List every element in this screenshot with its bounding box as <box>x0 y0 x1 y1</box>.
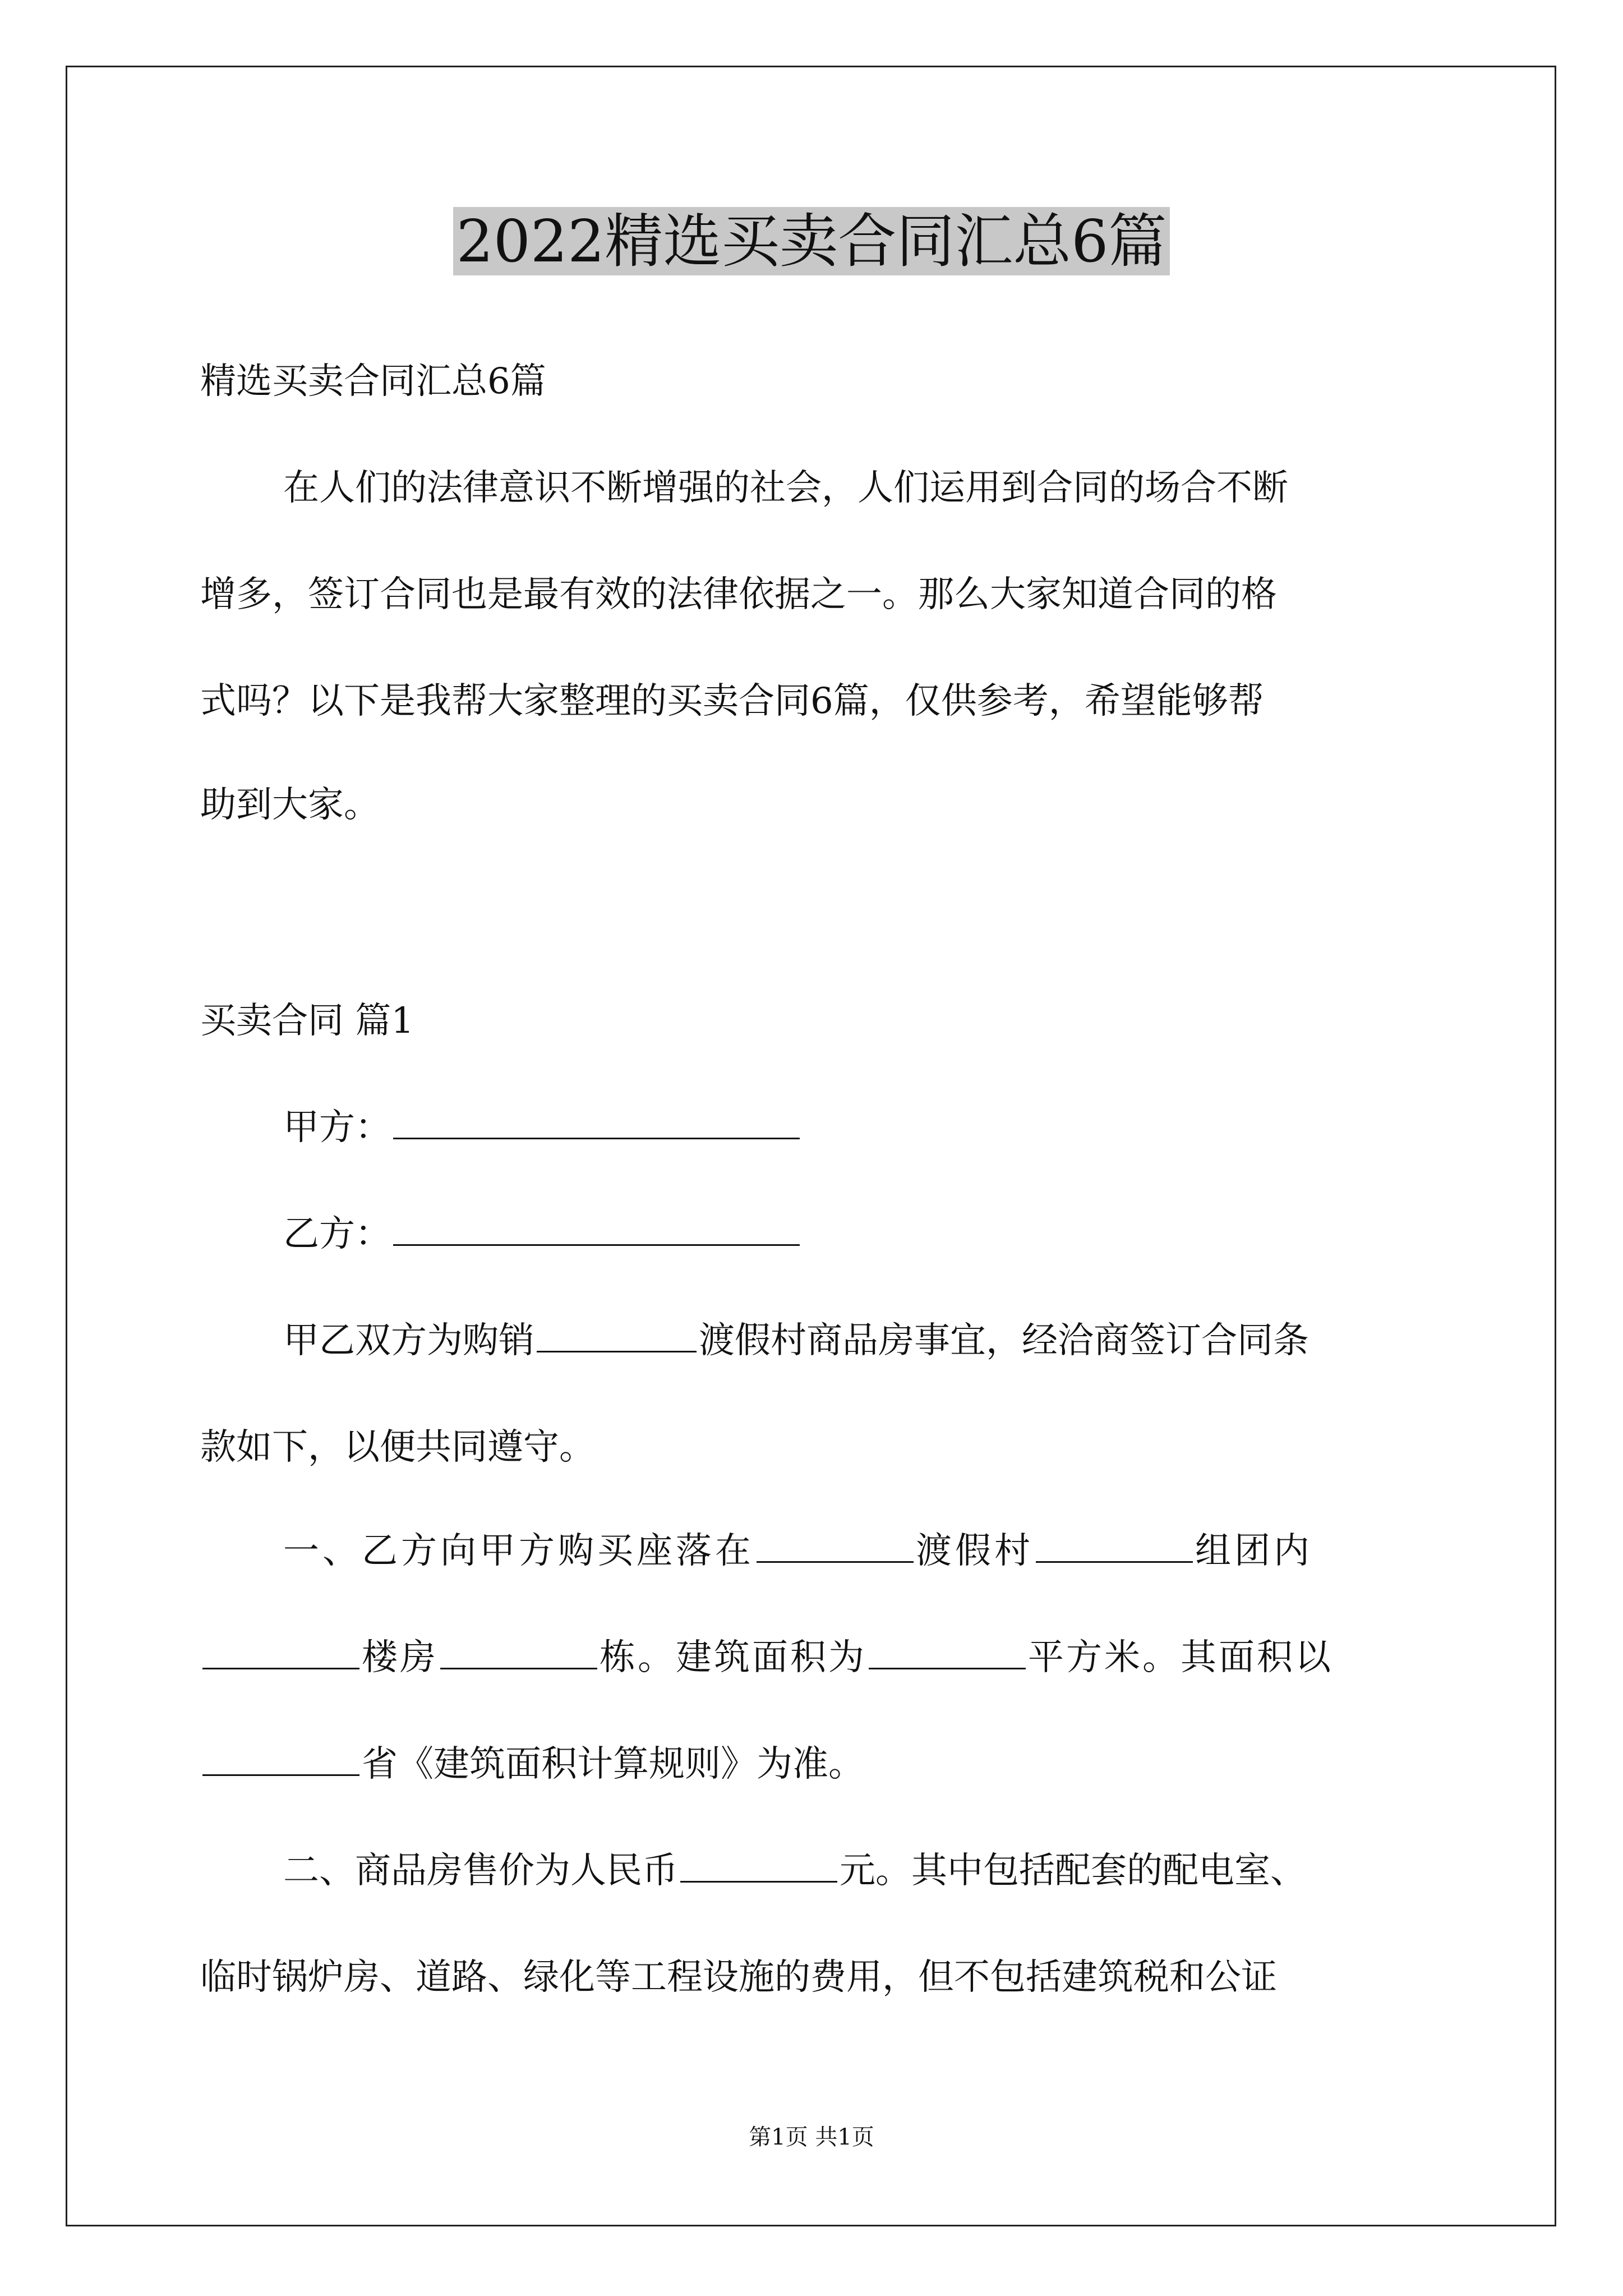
blank-field <box>440 1634 597 1669</box>
clause1-line-2: 楼房 栋。建筑面积为 平方米。其面积以 <box>200 1630 1333 1686</box>
party-b-line <box>283 1206 802 1262</box>
clause1-line-3: 省《建筑面积计算规则》为准。 <box>200 1736 864 1792</box>
para1-line-1: 甲乙双方为购销 渡假村商品房事宜，经洽商签订合同条 <box>283 1313 1309 1369</box>
page-footer: 第1页 共1页 <box>749 2124 874 2150</box>
party-b-label: 乙方： <box>283 1213 391 1255</box>
clause2-line-1: 二、商品房售价为人民币 元。其中包括配套的配电室、 <box>283 1843 1306 1899</box>
clause2-line-2: 临时锅炉房、道路、绿化等工程设施的费用，但不包括建筑税和公证 <box>200 1957 1277 1998</box>
blank-field <box>869 1634 1026 1669</box>
para1-line-2: 款如下，以便共同遵守。 <box>200 1427 595 1468</box>
document-subtitle: 精选买卖合同汇总6篇 <box>200 361 546 402</box>
intro-line-2: 增多，签订合同也是最有效的法律依据之一。那么大家知道合同的格 <box>200 574 1277 615</box>
party-a-blank <box>393 1104 800 1139</box>
blank-field <box>757 1527 914 1563</box>
blank-field <box>202 1634 359 1669</box>
blank-field <box>202 1741 359 1776</box>
intro-line-3: 式吗？以下是我帮大家整理的买卖合同6篇，仅供参考，希望能够帮 <box>200 680 1264 722</box>
blank-field <box>1036 1527 1193 1563</box>
party-a-label: 甲方： <box>283 1107 391 1148</box>
party-b-blank <box>393 1211 800 1246</box>
document-title: 2022精选买卖合同汇总6篇 <box>0 199 1623 283</box>
clause1-line-1: 一、乙方向甲方购买座落在 渡假村 组团内 <box>283 1523 1313 1579</box>
blank-field <box>680 1847 837 1883</box>
blank-field <box>537 1317 697 1352</box>
party-a-line <box>283 1099 802 1156</box>
intro-line-4: 助到大家。 <box>200 784 380 826</box>
section-heading: 买卖合同 篇1 <box>200 1000 414 1042</box>
intro-line-1: 在人们的法律意识不断增强的社会，人们运用到合同的场合不断 <box>283 467 1288 509</box>
